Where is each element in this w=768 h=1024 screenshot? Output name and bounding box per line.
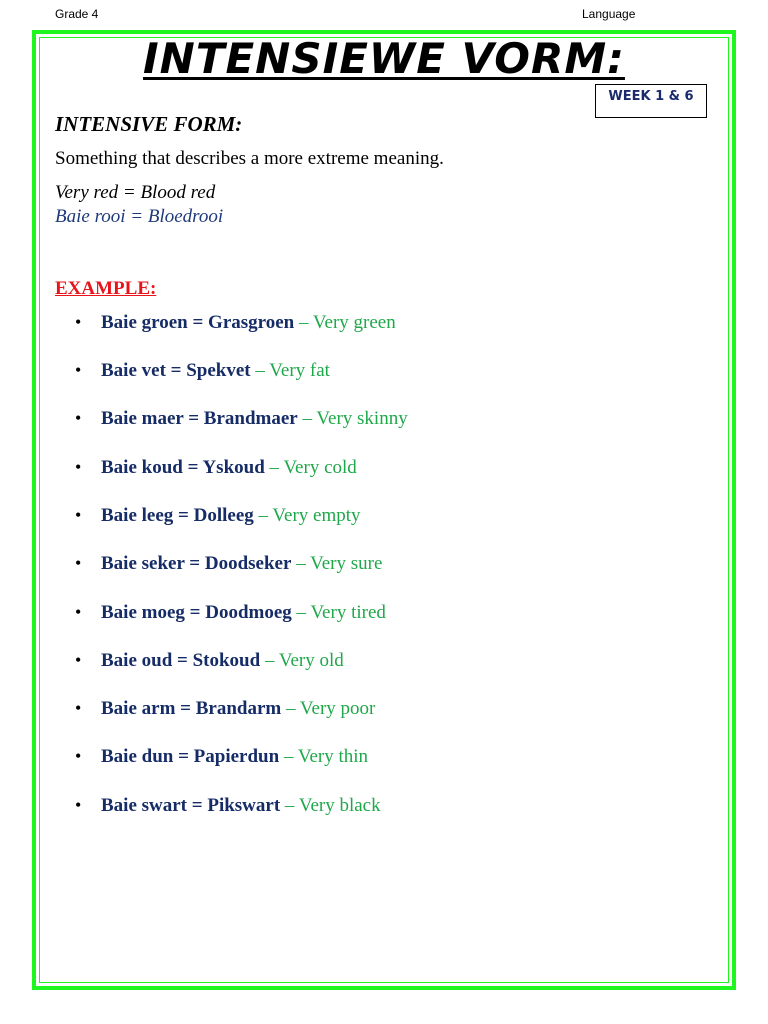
afrikaans-phrase: Baie maer = Brandmaer xyxy=(101,408,298,429)
list-item xyxy=(75,602,386,624)
afrikaans-phrase: Baie oud = Stokoud xyxy=(101,650,261,671)
list-item xyxy=(75,650,344,672)
afrikaans-phrase: Baie vet = Spekvet xyxy=(101,360,251,381)
bullet-icon: • xyxy=(75,602,82,622)
list-item xyxy=(75,312,396,334)
english-translation: – Very cold xyxy=(264,457,357,478)
list-item xyxy=(75,457,357,479)
list-item xyxy=(75,553,382,575)
intro-example-afrikaans: Baie rooi = Bloedrooi xyxy=(55,206,224,227)
afrikaans-phrase: Baie leeg = Dolleeg xyxy=(101,505,254,526)
bullet-icon: • xyxy=(75,650,82,670)
example-heading: EXAMPLE: xyxy=(55,278,157,299)
bullet-icon: • xyxy=(75,505,82,525)
week-badge: WEEK 1 & 6 xyxy=(595,84,707,118)
english-translation: – Very skinny xyxy=(297,408,408,429)
afrikaans-phrase: Baie groen = Grasgroen xyxy=(101,312,295,333)
section-heading: INTENSIVE FORM: xyxy=(55,112,243,136)
bullet-icon: • xyxy=(75,746,82,766)
bullet-icon: • xyxy=(75,698,82,718)
english-translation: – Very thin xyxy=(279,746,369,767)
english-translation: – Very old xyxy=(260,650,344,671)
afrikaans-phrase: Baie arm = Brandarm xyxy=(101,698,282,719)
header-subject: Language xyxy=(582,7,636,21)
afrikaans-phrase: Baie dun = Papierdun xyxy=(101,746,280,767)
bullet-icon: • xyxy=(75,312,82,332)
afrikaans-phrase: Baie koud = Yskoud xyxy=(101,457,265,478)
list-item xyxy=(75,360,330,382)
list-item xyxy=(75,408,408,430)
bullet-icon: • xyxy=(75,795,82,815)
english-translation: – Very black xyxy=(280,795,381,816)
list-item xyxy=(75,505,361,527)
afrikaans-phrase: Baie swart = Pikswart xyxy=(101,795,281,816)
bullet-icon: • xyxy=(75,408,82,428)
afrikaans-phrase: Baie seker = Doodseker xyxy=(101,553,292,574)
header-grade: Grade 4 xyxy=(55,7,99,21)
english-translation: – Very green xyxy=(294,312,396,333)
english-translation: – Very fat xyxy=(250,360,330,381)
english-translation: – Very sure xyxy=(291,553,383,574)
bullet-icon: • xyxy=(75,457,82,477)
bullet-icon: • xyxy=(75,553,82,573)
english-translation: – Very empty xyxy=(253,505,361,526)
description-text: Something that describes a more extreme meaning. xyxy=(55,148,444,169)
list-item xyxy=(75,795,381,817)
afrikaans-phrase: Baie moeg = Doodmoeg xyxy=(101,602,292,623)
list-item xyxy=(75,746,368,768)
intro-example-english: Very red = Blood red xyxy=(55,182,216,203)
english-translation: – Very poor xyxy=(281,698,376,719)
list-item xyxy=(75,698,375,720)
english-translation: – Very tired xyxy=(291,602,386,623)
page-title: INTENSIEWE VORM: xyxy=(143,34,625,83)
bullet-icon: • xyxy=(75,360,82,380)
